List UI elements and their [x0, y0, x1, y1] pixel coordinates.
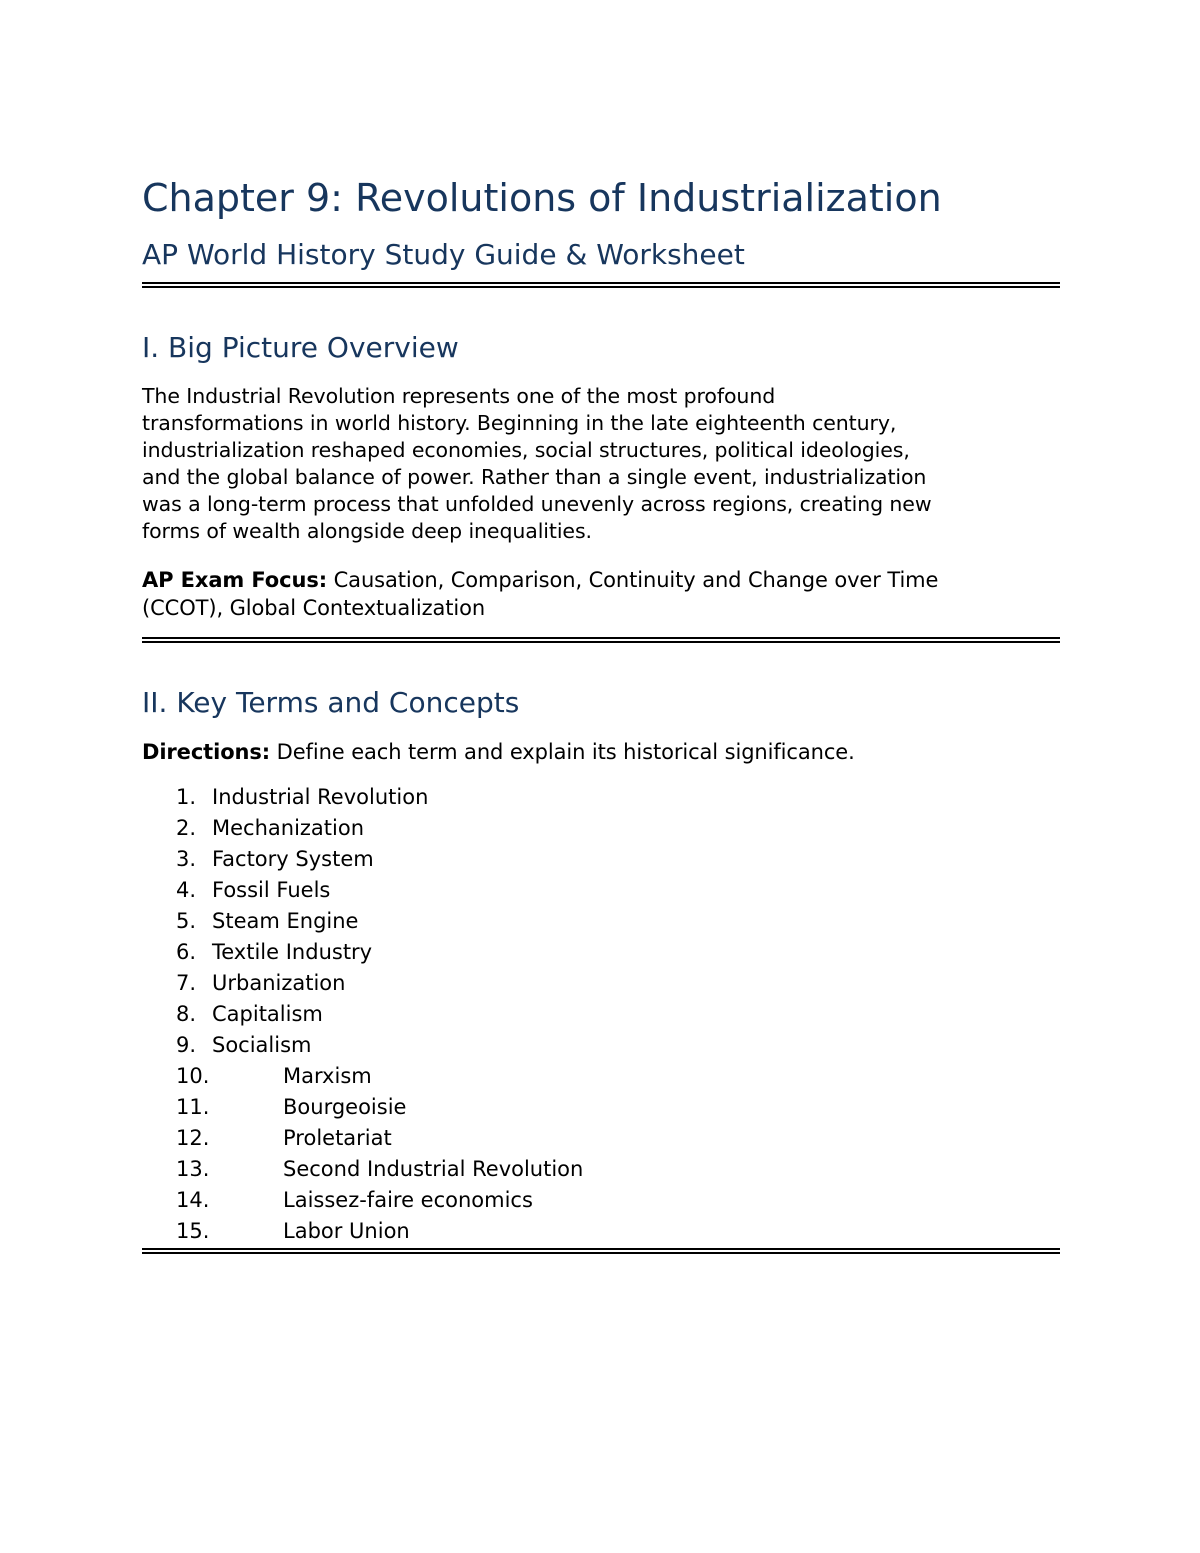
item-number: 6. [176, 940, 197, 964]
item-number: 5. [176, 909, 197, 933]
term-label: Labor Union [283, 1219, 410, 1243]
item-number: 15. [176, 1219, 210, 1243]
term-label: Industrial Revolution [212, 785, 429, 809]
item-number: 12. [176, 1126, 210, 1150]
item-number: 10. [176, 1064, 210, 1088]
item-number: 8. [176, 1002, 197, 1026]
exam-focus-label: AP Exam Focus: [142, 568, 328, 592]
directions-text: Define each term and explain its historical significance. [270, 740, 855, 764]
directions-label: Directions: [142, 740, 271, 764]
term-label: Factory System [212, 847, 374, 871]
term-label: Marxism [283, 1064, 372, 1088]
overview-paragraph [142, 383, 1062, 545]
document-title: Chapter 9: Revolutions of Industrialization [142, 176, 942, 220]
item-number: 13. [176, 1157, 210, 1181]
term-label: Socialism [212, 1033, 312, 1057]
section-2-divider [142, 1248, 1060, 1254]
term-label: Urbanization [212, 971, 346, 995]
overview-line: transformations in world history. Beginning in the late eighteenth century, [142, 411, 897, 435]
overview-line: industrialization reshaped economies, social structures, political ideologies, [142, 438, 910, 462]
term-label: Mechanization [212, 816, 365, 840]
document-subtitle: AP World History Study Guide & Worksheet [142, 238, 745, 271]
item-number: 11. [176, 1095, 210, 1119]
section-1-heading: I. Big Picture Overview [142, 331, 459, 364]
term-label: Bourgeoisie [283, 1095, 407, 1119]
item-number: 1. [176, 785, 197, 809]
term-label: Capitalism [212, 1002, 323, 1026]
term-label: Fossil Fuels [212, 878, 331, 902]
directions-note [142, 738, 1062, 766]
title-divider [142, 282, 1060, 288]
item-number: 3. [176, 847, 197, 871]
section-1-divider [142, 637, 1060, 643]
item-number: 14. [176, 1188, 210, 1212]
overview-line: was a long-term process that unfolded unevenly across regions, creating new [142, 492, 932, 516]
item-number: 4. [176, 878, 197, 902]
exam-focus-text: Causation, Comparison, Continuity and Change over Time [327, 568, 939, 592]
term-label: Laissez-faire economics [283, 1188, 533, 1212]
item-number: 2. [176, 816, 197, 840]
term-label: Steam Engine [212, 909, 359, 933]
overview-line: forms of wealth alongside deep inequalities. [142, 519, 592, 543]
term-label: Second Industrial Revolution [283, 1157, 584, 1181]
section-2-heading: II. Key Terms and Concepts [142, 686, 520, 719]
item-number: 9. [176, 1033, 197, 1057]
item-number: 7. [176, 971, 197, 995]
overview-line: and the global balance of power. Rather than a single event, industrialization [142, 465, 927, 489]
term-label: Proletariat [283, 1126, 392, 1150]
exam-focus-note [142, 566, 1062, 622]
term-label: Textile Industry [212, 940, 373, 964]
overview-line: The Industrial Revolution represents one of the most profound [142, 384, 776, 408]
exam-focus-text-continued: (CCOT), Global Contextualization [142, 596, 486, 620]
